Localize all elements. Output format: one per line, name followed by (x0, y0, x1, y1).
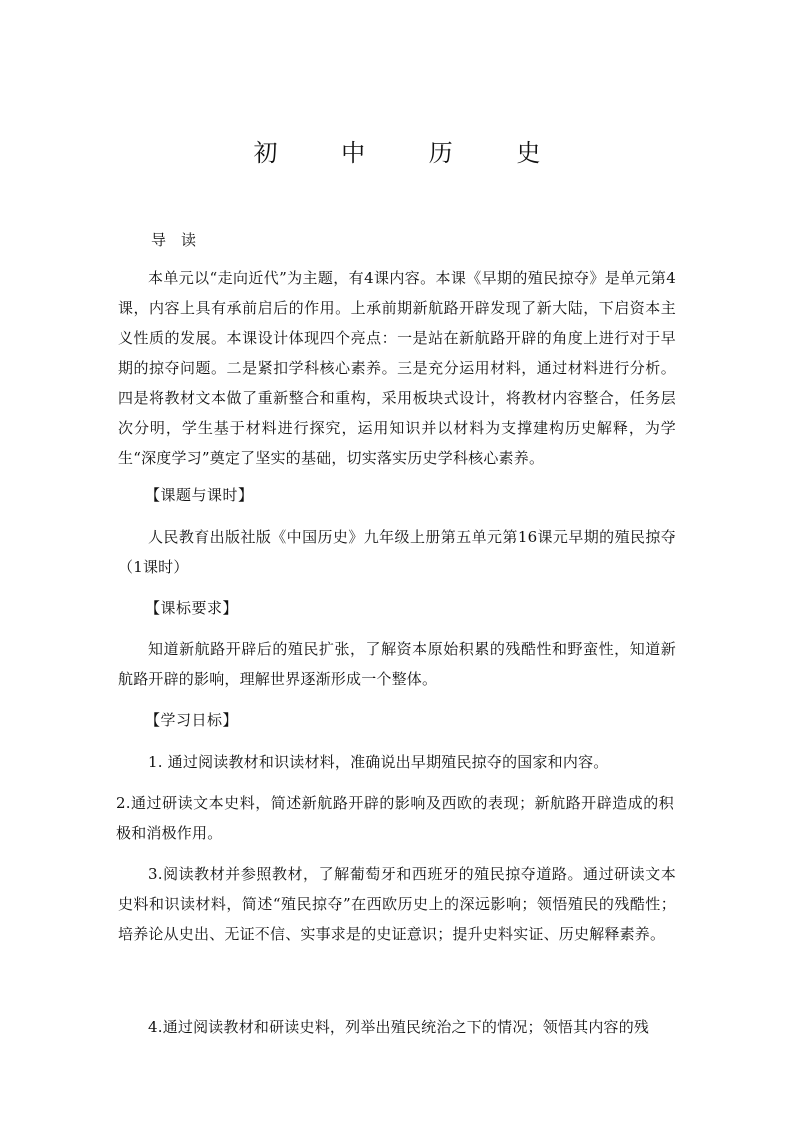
topic-heading: 【课题与课时】 (145, 486, 254, 504)
topic-paragraph: 人民教育出版社版《中国历史》九年级上册第五单元第16课元早期的殖民掠夺（1课时） (118, 528, 676, 576)
intro-heading: 导读 (151, 231, 212, 249)
goal-item-4: 4.通过阅读教材和研读史料，列举出殖民统治之下的情况；领悟其内容的残 (148, 1018, 650, 1036)
standard-heading: 【课标要求】 (145, 599, 239, 617)
goal-item-3: 3.阅读教材并参照教材，了解葡萄牙和西班牙的殖民掠夺道路。通过研读文本史料和识读材料，简述“殖民掠夺”在西欧历史上的深远影响；领悟殖民的残酷性；培养论从史出、无证不信、实事求是的史证意识；提升史料实证、历史解释素养。 (118, 865, 676, 943)
goal-item-1: 1. 通过阅读教材和识读材料，准确说出早期殖民掠夺的国家和内容。 (148, 753, 609, 771)
intro-paragraph: 本单元以“走向近代”为主题，有4课内容。本课《早期的殖民掠夺》是单元第4课，内容上具有承前启后的作用。上承前期新航路开辟发现了新大陆，下启资本主义性质的发展。本课设计体现四个亮点：一是站在新航路开辟的角度上进行对于早期的掠夺问题。二是紧扣学科核心素养。三是充分运用材料，通过材料进行分析。四是将教材文本做了重新整合和重构，采用板块式设计，将教材内容整合，任务层次分明，学生基于材料进行探究，运用知识并以材料为支撑建构历史解释，为学生“深度学习”奠定了坚实的基础，切实落实历史学科核心素养。 (118, 269, 676, 467)
standard-paragraph: 知道新航路开辟后的殖民扩张，了解资本原始积累的残酷性和野蛮性，知道新航路开辟的影响，理解世界逐渐形成一个整体。 (118, 640, 676, 688)
goals-heading: 【学习日标】 (145, 711, 239, 729)
page-title: 初 中 历 史 (253, 139, 569, 167)
goal-item-2: 2.通过研读文本史料，简述新航路开辟的影响及西欧的表现；新航路开辟造成的积极和消极作用。 (116, 794, 674, 842)
